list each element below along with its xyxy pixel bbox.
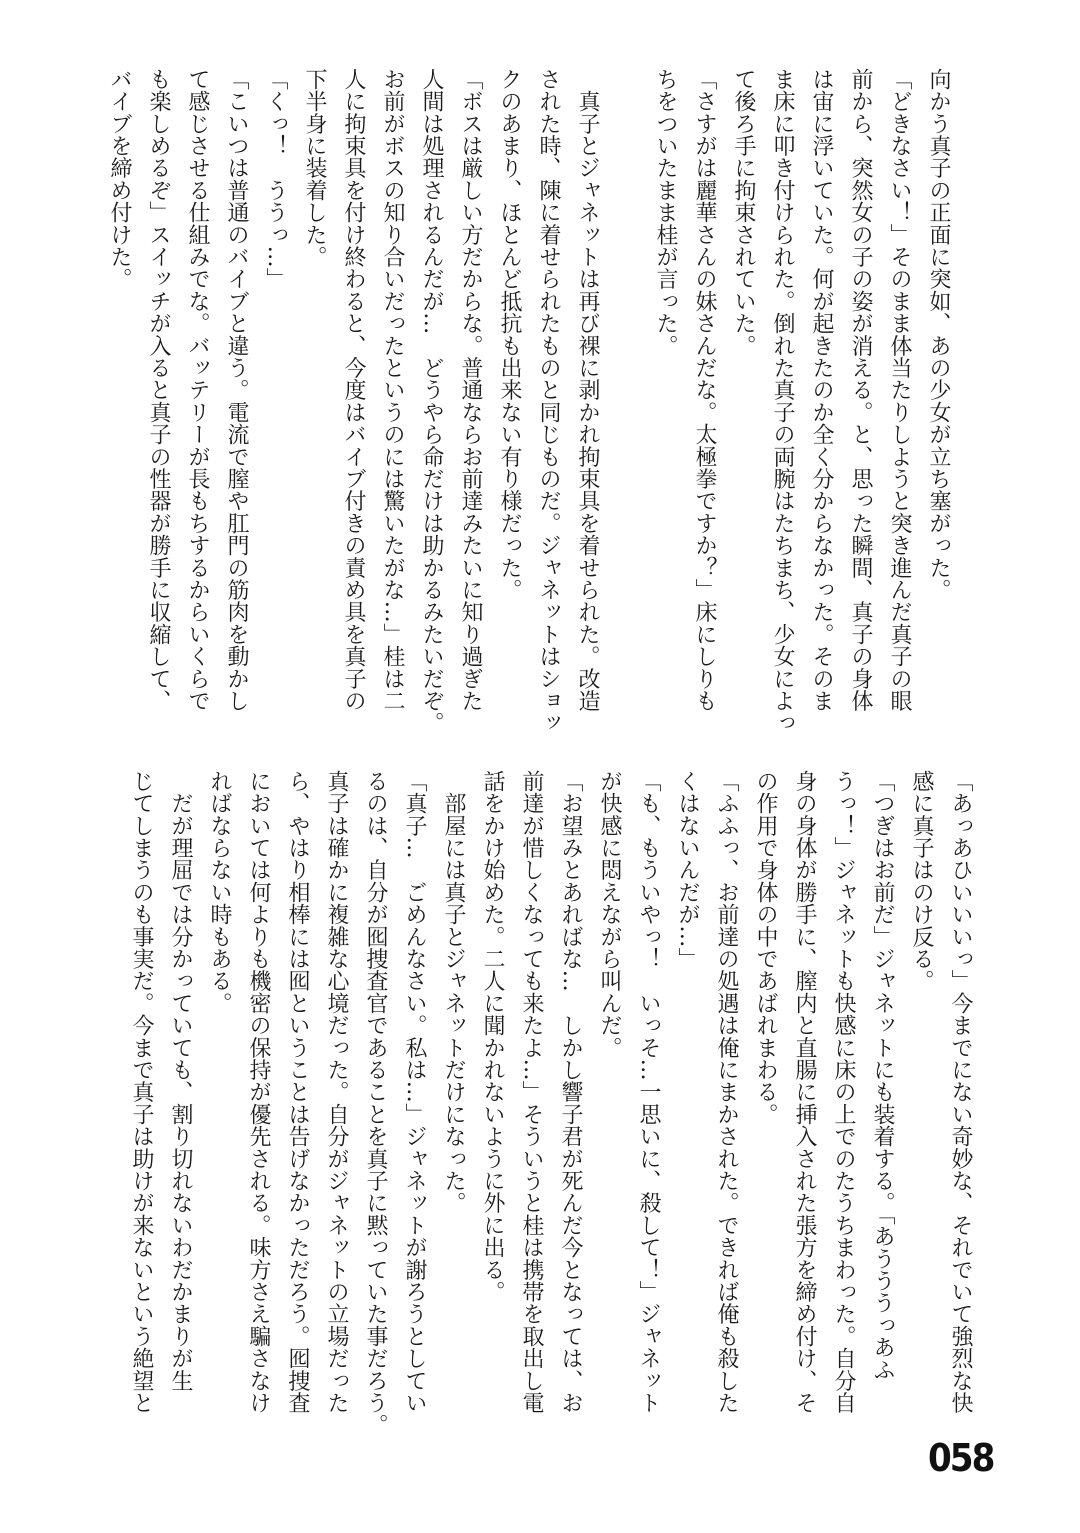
text-column: 「真子… ごめんなさい。私は…」ジャネットが謝ろうとしてい xyxy=(402,770,427,1414)
text-column: も楽しめるぞ」スイッチが入ると真子の性器が勝手に収縮して、 xyxy=(146,68,171,712)
page-number: 058 xyxy=(928,1436,994,1480)
text-column: 人間は処理されるんだが… どうやら命だけは助かるみたいだぞ。 xyxy=(419,68,444,734)
text-column: 「お望みとあればな… しかし響子君が死んだ今となっては、お xyxy=(558,770,583,1414)
text-column: が快感に悶えながら叫んだ。 xyxy=(597,770,622,1059)
text-column: ちをついたまま桂が言った。 xyxy=(653,68,678,357)
text-column: て後ろ手に拘束されていた。 xyxy=(731,68,756,357)
text-column: 「あっあひいいいっ」今までにない奇妙な、それでいて強烈な快 xyxy=(948,770,973,1414)
text-column: においては何よりも機密の保持が優先される。味方さえ騙さなけ xyxy=(246,770,271,1414)
text-column: 人に拘束具を付け終わると、今度はバイブ付きの責め具を真子の xyxy=(341,68,366,712)
text-column: 「ボスは厳しい方だからな。普通ならお前達みたいに知り過ぎた xyxy=(458,68,483,712)
text-column: ま床に叩き付けられた。倒れた真子の両腕はたちまち、少女によっ xyxy=(770,68,795,734)
text-column: 「つぎはお前だ」ジャネットにも装着する。「あうううっあふ xyxy=(870,770,895,1381)
text-column: うっ！」ジャネットも快感に床の上でのたうちまわった。自分自 xyxy=(831,770,856,1414)
text-column: 「どきなさい！」そのまま体当たりしようと突き進んだ真子の眼 xyxy=(887,68,912,712)
text-column: バイブを締め付けた。 xyxy=(107,68,132,290)
text-column: 前達が惜しくなっても来たよ…」そういうと桂は携帯を取出し電 xyxy=(519,770,544,1414)
upper-text-block xyxy=(100,68,958,748)
text-column: 感に真子はのけ反る。 xyxy=(909,770,934,992)
text-column: 「こいつは普通のバイブと違う。電流で膣や肛門の筋肉を動かし xyxy=(224,68,249,712)
text-column: 話をかけ始めた。二人に聞かれないように外に出る。 xyxy=(480,770,505,1303)
text-column: 身の身体が勝手に、膣内と直腸に挿入された張方を締め付け、そ xyxy=(792,770,817,1414)
text-column: て感じさせる仕組みでな。バッテリーが長もちするからいくらで xyxy=(185,68,210,712)
text-column: の作用で身体の中であばれまわる。 xyxy=(753,770,778,1126)
text-column: くはないんだが…」 xyxy=(675,770,700,970)
text-column: 「も、もういやっ！ いっそ…一思いに、殺して！」ジャネット xyxy=(636,770,661,1414)
text-column xyxy=(607,68,646,748)
text-column: 「くっ！ ううっ…」 xyxy=(263,68,288,290)
text-column: は宙に浮いていた。何が起きたのか全く分からなかった。そのま xyxy=(809,68,834,712)
text-column: るのは、自分が囮捜査官であることを真子に黙っていた事だろう。 xyxy=(363,770,388,1436)
lower-text-block xyxy=(122,770,980,1450)
text-column: 向かう真子の正面に突如、あの少女が立ち塞がった。 xyxy=(926,68,951,601)
text-column: クのあまり、ほとんど抵抗も出来ない有り様だった。 xyxy=(497,68,522,601)
text-column: された時、陳に着せられたものと同じものだ。ジャネットはショッ xyxy=(536,68,561,734)
text-column: 前から、突然女の子の姿が消える。と、思った瞬間、真子の身体 xyxy=(848,68,873,712)
text-column: 「ふふっ、お前達の処遇は俺にまかされた。できれば俺も殺した xyxy=(714,770,739,1414)
text-column: ればならない時もある。 xyxy=(207,770,232,1015)
text-column: 真子は確かに複雑な心境だった。自分がジャネットの立場だった xyxy=(324,770,349,1414)
text-column: 真子とジャネットは再び裸に剥かれ拘束具を着せられた。改造 xyxy=(575,68,600,712)
text-column: お前がボスの知り合いだったというのには驚いたがな…」桂は二 xyxy=(380,68,405,712)
text-column: ら、やはり相棒には囮ということは告げなかっただろう。囮捜査 xyxy=(285,770,310,1414)
text-column: 「さすがは麗華さんの妹さんだな。太極拳ですか？」床にしりも xyxy=(692,68,717,712)
text-column: 下半身に装着した。 xyxy=(302,68,327,268)
text-column: じてしまうのも事実だ。今まで真子は助けが来ないという絶望と xyxy=(129,770,154,1414)
text-column: だが理屈では分かっていても、割り切れないわだかまりが生 xyxy=(168,770,193,1392)
text-column: 部屋には真子とジャネットだけになった。 xyxy=(441,770,466,1214)
